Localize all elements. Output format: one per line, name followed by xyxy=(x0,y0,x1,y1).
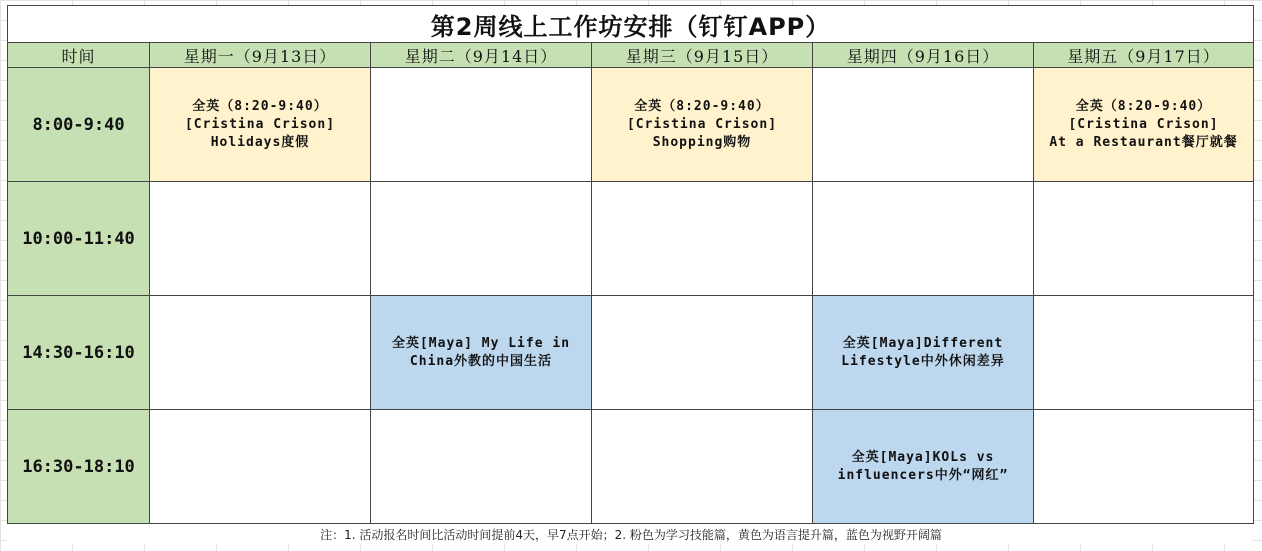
session-cell-tue[interactable] xyxy=(371,410,592,524)
schedule-row xyxy=(8,182,1254,296)
schedule-row xyxy=(8,296,1254,410)
session-text-line: 全英（8:20-9:40） xyxy=(634,98,770,114)
session-text-line: influencers中外“网红” xyxy=(837,467,1009,483)
schedule-title[interactable]: 第2周线上工作坊安排（钉钉APP） xyxy=(8,6,1254,43)
session-cell-thu[interactable] xyxy=(813,296,1034,410)
session-text-line: 全英（8:20-9:40） xyxy=(192,98,328,114)
footnote[interactable]: 注：1. 活动报名时间比活动时间提前4天，早7点开始；2. 粉色为学习技能篇，黄色为语言提升篇，蓝色为视野开阔篇 xyxy=(320,528,942,542)
schedule-table xyxy=(7,5,1254,524)
session-cell-tue[interactable] xyxy=(371,182,592,296)
title-row xyxy=(8,6,1254,43)
header-row xyxy=(8,43,1254,68)
session-text-line: Holidays度假 xyxy=(210,134,310,150)
schedule-row xyxy=(8,410,1254,524)
day-header-fri[interactable]: 星期五（9月17日） xyxy=(1034,43,1254,68)
session-cell-thu[interactable] xyxy=(813,182,1034,296)
session-text-line: 全英[Maya]KOLs vs xyxy=(851,449,995,465)
session-cell-mon[interactable] xyxy=(150,410,371,524)
day-header-wed[interactable]: 星期三（9月15日） xyxy=(592,43,813,68)
session-text-line: [Cristina Crison] xyxy=(626,116,778,132)
session-cell-mon[interactable] xyxy=(150,182,371,296)
time-slot-cell[interactable]: 14:30-16:10 xyxy=(8,296,150,410)
session-cell-fri[interactable] xyxy=(1034,68,1254,182)
session-cell-fri[interactable] xyxy=(1034,182,1254,296)
session-cell-tue[interactable] xyxy=(371,296,592,410)
session-text-line: [Cristina Crison] xyxy=(184,116,336,132)
session-text-line: [Cristina Crison] xyxy=(1068,116,1219,132)
session-cell-tue[interactable] xyxy=(371,68,592,182)
session-text-line: 全英[Maya] My Life in xyxy=(391,335,571,351)
session-text-line: China外教的中国生活 xyxy=(409,353,553,369)
time-slot-cell[interactable]: 8:00-9:40 xyxy=(8,68,150,182)
session-text-line: Lifestyle中外休闲差异 xyxy=(841,353,1005,369)
session-cell-wed[interactable] xyxy=(592,410,813,524)
session-cell-wed[interactable] xyxy=(592,182,813,296)
day-header-tue[interactable]: 星期二（9月14日） xyxy=(371,43,592,68)
schedule-row xyxy=(8,68,1254,182)
time-slot-cell[interactable]: 16:30-18:10 xyxy=(8,410,150,524)
time-slot-cell[interactable]: 10:00-11:40 xyxy=(8,182,150,296)
session-cell-fri[interactable] xyxy=(1034,296,1254,410)
session-cell-fri[interactable] xyxy=(1034,410,1254,524)
session-cell-mon[interactable] xyxy=(150,68,371,182)
session-text-line: 全英（8:20-9:40） xyxy=(1075,98,1212,114)
day-header-thu[interactable]: 星期四（9月16日） xyxy=(813,43,1034,68)
day-header-mon[interactable]: 星期一（9月13日） xyxy=(150,43,371,68)
session-cell-mon[interactable] xyxy=(150,296,371,410)
session-text-line: At a Restaurant餐厅就餐 xyxy=(1049,134,1238,150)
session-cell-thu[interactable] xyxy=(813,68,1034,182)
session-cell-wed[interactable] xyxy=(592,296,813,410)
session-cell-wed[interactable] xyxy=(592,68,813,182)
session-text-line: 全英[Maya]Different xyxy=(842,335,1004,351)
session-cell-thu[interactable] xyxy=(813,410,1034,524)
session-text-line: Shopping购物 xyxy=(652,134,752,150)
time-header[interactable]: 时间 xyxy=(8,43,150,68)
